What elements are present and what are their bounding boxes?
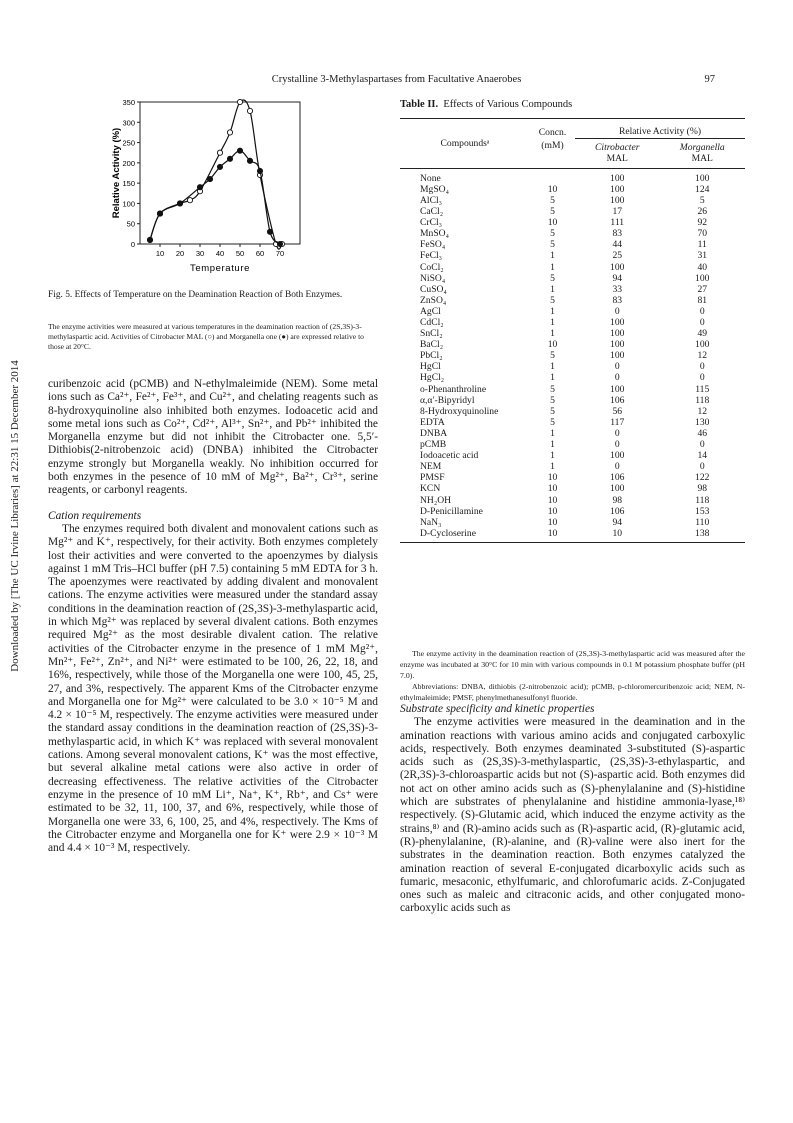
- chart-axes: [140, 102, 300, 244]
- cell-morganella: 26: [697, 206, 708, 218]
- cell-compound: SnCl₂: [420, 328, 443, 340]
- cell-citrobacter: 100: [610, 194, 625, 206]
- table-row: [400, 417, 745, 428]
- effects-table: [400, 118, 745, 543]
- right-column: [400, 703, 745, 916]
- cell-concn: 5: [550, 272, 555, 284]
- filled-point: [197, 185, 202, 190]
- table-title: [400, 99, 572, 110]
- cell-citrobacter: 0: [614, 461, 620, 473]
- filled-point: [157, 211, 162, 216]
- cell-morganella: 12: [697, 350, 708, 362]
- cell-citrobacter: 0: [614, 427, 620, 439]
- cell-concn: 10: [547, 483, 558, 495]
- open-point: [187, 198, 192, 203]
- open-point: [227, 130, 232, 135]
- table-row: [400, 450, 745, 461]
- cell-morganella: 0: [699, 317, 705, 328]
- cell-concn: 10: [547, 217, 558, 229]
- cell-concn: 10: [547, 505, 558, 517]
- cell-citrobacter: 100: [610, 317, 625, 328]
- table-label: Table II.: [400, 99, 439, 110]
- table-row: [400, 317, 745, 328]
- y-tick-label: 200: [122, 158, 135, 168]
- cell-morganella: 0: [699, 361, 705, 373]
- cell-morganella: 0: [699, 439, 705, 451]
- cell-compound: CaCl₂: [420, 206, 444, 218]
- table-row: [400, 495, 745, 506]
- series-line-1: [150, 151, 280, 244]
- cell-citrobacter: 33: [612, 283, 623, 295]
- cell-citrobacter: 100: [610, 339, 625, 351]
- table-row: [400, 372, 745, 383]
- cell-concn: 1: [550, 305, 555, 317]
- cell-morganella: 100: [695, 172, 710, 184]
- cell-compound: o-Phenanthroline: [420, 383, 487, 395]
- cell-concn: 10: [547, 183, 558, 195]
- table-row: [400, 195, 745, 206]
- cell-compound: DNBA: [420, 427, 448, 439]
- col-header-relative-activity: Relative Activity (%): [575, 119, 745, 139]
- table-row: [400, 168, 745, 184]
- section-heading-substrate: Substrate specificity and kinetic properties: [400, 703, 595, 715]
- cell-morganella: 153: [695, 505, 710, 517]
- cell-concn: 10: [547, 527, 558, 539]
- cell-citrobacter: 10: [612, 527, 623, 539]
- cell-compound: None: [420, 172, 441, 184]
- y-tick-label: 100: [122, 199, 135, 209]
- table-row: [400, 306, 745, 317]
- table-row: [400, 239, 745, 250]
- running-title: Crystalline 3-Methylaspartases from Facultative Anaerobes: [271, 74, 522, 85]
- y-tick-label: 0: [130, 240, 135, 249]
- cell-compound: AlCl₃: [420, 194, 443, 206]
- cell-compound: PMSF: [420, 472, 445, 484]
- cell-compound: NEM: [420, 461, 442, 473]
- cell-compound: FeSO₄: [420, 239, 446, 251]
- cell-morganella: 100: [695, 339, 710, 351]
- open-point: [217, 150, 222, 155]
- table-body: [400, 168, 745, 542]
- cell-concn: 5: [550, 194, 555, 206]
- table-row: [400, 439, 745, 450]
- figure-note: The enzyme activities were measured at various temperatures in the deamination reaction of (2S,3S)-3-methylaspartic acid. Activities of Citrobacter MAL (○) and Morganella one (●) are expressed relative to those at 20°C.: [48, 322, 364, 351]
- y-tick-label: 300: [122, 118, 135, 128]
- open-point: [237, 99, 242, 104]
- x-tick-label: 10: [155, 249, 165, 258]
- col-header-citrobacter-mal: MAL: [606, 152, 628, 164]
- cell-citrobacter: 106: [610, 472, 625, 484]
- cell-compound: EDTA: [420, 416, 445, 428]
- cell-morganella: 124: [695, 183, 710, 195]
- cell-citrobacter: 100: [610, 350, 625, 362]
- cell-compound: D-Penicillamine: [420, 505, 483, 517]
- cell-citrobacter: 100: [610, 383, 625, 395]
- cell-concn: 1: [550, 361, 555, 373]
- table-row: [400, 295, 745, 306]
- cell-morganella: 122: [695, 472, 710, 484]
- cell-morganella: 31: [697, 250, 708, 262]
- cell-compound: CoCl₂: [420, 261, 444, 273]
- x-tick-label: 40: [215, 249, 225, 258]
- cell-morganella: 0: [699, 305, 705, 317]
- table-row: [400, 506, 745, 517]
- cell-concn: 5: [550, 383, 555, 395]
- cell-concn: 1: [550, 372, 555, 384]
- cell-concn: 5: [550, 405, 555, 417]
- cell-citrobacter: 83: [612, 228, 623, 240]
- cell-citrobacter: 25: [612, 250, 623, 262]
- cell-morganella: 0: [699, 372, 705, 384]
- cell-compound: BaCl₂: [420, 339, 444, 351]
- plot-frame: [140, 102, 300, 244]
- col-header-compounds: Compoundsᵃ: [440, 137, 490, 149]
- cell-citrobacter: 56: [612, 405, 623, 417]
- y-tick-label: 50: [126, 219, 135, 229]
- table-row: [400, 528, 745, 543]
- cell-concn: 5: [550, 394, 555, 406]
- cell-compound: PbCl₂: [420, 350, 443, 362]
- table-row: [400, 428, 745, 439]
- cell-morganella: 5: [699, 194, 705, 206]
- cell-compound: 8-Hydroxyquinoline: [420, 405, 499, 417]
- cell-morganella: 100: [695, 272, 710, 284]
- cell-morganella: 27: [697, 283, 708, 295]
- cell-concn: 10: [547, 472, 558, 484]
- cell-morganella: 98: [697, 483, 708, 495]
- cell-concn: 1: [550, 328, 555, 340]
- cell-citrobacter: 100: [610, 483, 625, 495]
- cell-citrobacter: 83: [612, 294, 623, 306]
- cell-compound: ZnSO₄: [420, 294, 447, 306]
- cell-concn: 1: [550, 461, 555, 473]
- left-paragraph-1: curibenzoic acid (pCMB) and N-ethylmaleimide (NEM). Some metal ions such as Ca²⁺, Fe²⁺, Fe³⁺, and Cu²⁺, and chelating reagents such as 8-hydroxyquinoline also inhibited both enzymes. Iodoacetic acid and some metal ions such as Co²⁺, Cd²⁺, Al³⁺, Sn²⁺, and Pb²⁺ inhibited the Morganella enzyme but did not inhibit the Citrobacter one. 5,5′-Dithiobis(2-nitrobenzoic acid) (DNBA) inhibited the Citrobacter enzyme strongly but Morganella weakly. No inhibition occurred for both enzymes in the pesence of 10 mM of Mg²⁺, Ba²⁺, Cr³⁺, serine reagents, or carbonyl reagents.: [48, 378, 378, 497]
- right-paragraph-1: The enzyme activities were measured in the deamination and in the amination reactions with various amino acids and conjugated carboxylic acids, respectively. Both enzymes deaminated 3-substituted (S)-aspartic acids such as (2S,3S)-3-methylaspartic, (2S,3S)-3-ethylaspartic, and (2R,3S)-3-chloroaspartic acids but not (S)-aspartic acid. Both enzymes did not act on other amino acids such as (S)-phenylalanine and (S)-histidine which are substrates of phenylalanine and histidine ammonia-lyase,¹⁸⁾ respectively. (S)-Glutamic acid, which induced the enzyme activity as the strains,⁸⁾ and (R)-amino acids such as (R)-aspartic acid, (R)-glutamic acid, (R)-phenylalanine, (R)-alanine, and (R)-valine were also inert for the substrates in the deamination reaction. Both enzymes catalyzed the amination reaction of several E-conjugated dicarboxylic acids such as fumaric, mesaconic, ethylfumaric, and chlorofumaric acids. Z-Conjugated ones such as maleic and citraconic acids, and other conjugated mono-carboxylic acids such as: [400, 716, 745, 915]
- download-watermark: Downloaded by [The UC Irvine Libraries] at 22:31 15 December 2014: [9, 360, 21, 672]
- cell-citrobacter: 94: [612, 516, 623, 528]
- cell-morganella: 115: [695, 383, 710, 395]
- cell-compound: FeCl₃: [420, 250, 443, 262]
- cell-compound: KCN: [420, 483, 441, 495]
- figure-caption-label: Fig. 5.: [48, 290, 73, 300]
- cell-morganella: 118: [695, 494, 710, 506]
- filled-point: [267, 229, 272, 234]
- table-title-text: Effects of Various Compounds: [443, 99, 573, 110]
- table-row: [400, 184, 745, 195]
- table-row: [400, 250, 745, 261]
- cell-citrobacter: 0: [614, 439, 620, 451]
- cell-concn: 1: [550, 283, 555, 295]
- cell-citrobacter: 100: [610, 450, 625, 462]
- cell-citrobacter: 100: [610, 183, 625, 195]
- x-axis-label: Temperature: [190, 263, 250, 274]
- cell-concn: 1: [550, 450, 555, 462]
- cell-concn: 5: [550, 350, 555, 362]
- filled-point: [217, 164, 222, 169]
- cell-concn: [530, 168, 575, 184]
- cell-citrobacter: 94: [612, 272, 623, 284]
- temperature-activity-chart: [108, 96, 338, 286]
- cell-compound: HgCl: [420, 361, 441, 373]
- filled-point: [257, 168, 262, 173]
- cell-concn: 1: [550, 427, 555, 439]
- cell-morganella: 118: [695, 394, 710, 406]
- cell-compound: Iodoacetic acid: [420, 450, 479, 462]
- cell-morganella: 138: [695, 527, 710, 539]
- cell-concn: 1: [550, 261, 555, 273]
- cell-compound: MnSO₄: [420, 228, 449, 240]
- cell-concn: 5: [550, 206, 555, 218]
- col-header-morganella: Morganella: [679, 141, 725, 153]
- table-row: [400, 384, 745, 395]
- table-row: [400, 284, 745, 295]
- x-tick-label: 60: [255, 249, 265, 258]
- cell-compound: AgCl: [420, 305, 441, 317]
- col-header-concn: Concn.: [538, 127, 567, 138]
- table-row: [400, 483, 745, 494]
- cell-concn: 1: [550, 439, 555, 451]
- cell-morganella: 49: [697, 328, 708, 340]
- cell-concn: 5: [550, 228, 555, 240]
- filled-point: [207, 176, 212, 181]
- cell-compound: HgCl₂: [420, 372, 445, 384]
- table-row: [400, 361, 745, 372]
- cell-concn: 10: [547, 516, 558, 528]
- cell-concn: 10: [547, 494, 558, 506]
- table-row: [400, 406, 745, 417]
- cell-compound: α,α′-Bipyridyl: [420, 394, 475, 406]
- filled-point: [277, 241, 282, 246]
- cell-morganella: 40: [697, 261, 708, 273]
- cell-compound: CuSO₄: [420, 283, 447, 295]
- cell-morganella: 130: [695, 416, 710, 428]
- table-row: [400, 217, 745, 228]
- page-number: 97: [704, 74, 715, 85]
- filled-point: [227, 156, 232, 161]
- cell-concn: 5: [550, 294, 555, 306]
- col-header-concn-unit: (mM): [541, 139, 564, 151]
- table-row: [400, 517, 745, 528]
- filled-point: [177, 201, 182, 206]
- left-paragraph-2: The enzymes required both divalent and monovalent cations such as Mg²⁺ and K⁺, respectively, for their activity. Both enzymes completely lost their activities and were converted to the apoenzymes by dialysis against 1 mM Tris–HCl buffer (pH 7.5) containing 5 mM EDTA for 3 h. The apoenzymes were reactivated by adding divalent and monovalent cations. The enzyme activities were measured under the standard assay conditions in the deamination reaction of (2S,3S)-3-methylaspartic acid, in which Mg²⁺ was replaced by several divalent cations. Both enzymes required Mg²⁺ as the most desirable divalent cation. The relative activities of the Citrobacter enzyme in the presence of 1 mM Mg²⁺, Mn²⁺, Fe²⁺, Zn²⁺, and Ni²⁺ were estimated to be 100, 26, 22, 18, and 16%, respectively, while those of the Morganella one were 100, 45, 25, 27, and 3%, respectively. The apparent Kms of the Citrobacter enzyme and Morganella one for Mg²⁺ were calculated to be 3.0 × 10⁻⁵ M and 4.2 × 10⁻⁵ M, respectively. The enzyme activities were measured under the standard assay conditions in the deamination reaction of (2S,3S)-3-methylaspartic acid, in which K⁺ was replaced with several monovalent cations. Among several monovalent cations, K⁺ was the most effective, but several alkaline metal cations were also active in order of decreasing effectiveness. The relative activities of the Citrobacter enzyme in the presence of 10 mM Li⁺, Na⁺, K⁺, Rb⁺, and Cs⁺ were estimated to be 32, 11, 100, 37, and 6%, respectively, while those of Morganella one were 33, 6, 100, 25, and 4%, respectively. The Kms of the Citrobacter enzyme and Morganella one for K⁺ were 2.9 × 10⁻³ M and 4.4 × 10⁻³ M, respectively.: [48, 522, 378, 855]
- table-row: [400, 328, 745, 339]
- x-tick-label: 20: [175, 249, 185, 258]
- cell-compound: CdCl₂: [420, 317, 444, 328]
- cell-morganella: 12: [697, 405, 708, 417]
- y-tick-label: 350: [122, 98, 135, 107]
- cell-morganella: 110: [695, 516, 710, 528]
- cell-citrobacter: 100: [610, 328, 625, 340]
- cell-morganella: 14: [697, 450, 708, 462]
- table-footnotes: [400, 648, 745, 703]
- cell-concn: 5: [550, 239, 555, 251]
- cell-compound: D-Cycloserine: [420, 527, 476, 539]
- table-row: [400, 228, 745, 239]
- cell-compound: pCMB: [420, 439, 447, 451]
- col-header-morganella-mal: MAL: [691, 152, 713, 164]
- figure-caption-text: Effects of Temperature on the Deamination Reaction of Both Enzymes.: [74, 290, 343, 300]
- open-point: [247, 108, 252, 113]
- cell-citrobacter: 100: [610, 261, 625, 273]
- cell-citrobacter: 106: [610, 394, 625, 406]
- table-row: [400, 273, 745, 284]
- table-row: [400, 395, 745, 406]
- figure-caption: [48, 289, 368, 301]
- cell-citrobacter: 0: [614, 305, 620, 317]
- table-row: [400, 461, 745, 472]
- col-header-citrobacter: Citrobacter: [595, 141, 640, 153]
- cell-concn: 10: [547, 339, 558, 351]
- cell-morganella: 70: [697, 228, 708, 240]
- cell-concn: 5: [550, 416, 555, 428]
- cell-citrobacter: 0: [614, 361, 620, 373]
- cell-morganella: 11: [697, 239, 707, 251]
- table-row: [400, 472, 745, 483]
- filled-point: [147, 237, 152, 242]
- left-column: [48, 378, 378, 855]
- cell-compound: MgSO₄: [420, 183, 449, 195]
- table-footnote: The enzyme activity in the deamination reaction of (2S,3S)-3-methylaspartic acid was measured after the enzyme was incubated at 30°C for 10 min with various compounds in 0.1 M potassium phosphate buffer (pH 7.0).: [400, 649, 745, 680]
- x-tick-label: 30: [195, 249, 205, 258]
- chart-series: [147, 99, 284, 249]
- y-axis-label: Relative Activity (%): [111, 127, 122, 219]
- cell-citrobacter: 111: [610, 217, 625, 229]
- table-row: [400, 206, 745, 217]
- cell-compound: NiSO₄: [420, 272, 446, 284]
- cell-citrobacter: 44: [612, 239, 623, 251]
- cell-citrobacter: 17: [612, 206, 623, 218]
- filled-point: [237, 148, 242, 153]
- y-tick-label: 150: [122, 179, 135, 189]
- y-tick-label: 250: [122, 138, 135, 148]
- cell-compound: NH₂OH: [420, 494, 452, 506]
- cell-compound: CrCl₃: [420, 217, 443, 229]
- table-row: [400, 350, 745, 361]
- cell-citrobacter: 117: [610, 416, 625, 428]
- cell-morganella: 92: [697, 217, 708, 229]
- cell-citrobacter: 106: [610, 505, 625, 517]
- cell-morganella: 0: [699, 461, 705, 473]
- x-tick-label: 50: [235, 249, 245, 258]
- cell-citrobacter: 98: [612, 494, 623, 506]
- cell-morganella: 81: [697, 294, 708, 306]
- cell-citrobacter: 100: [610, 172, 625, 184]
- cell-concn: 1: [550, 317, 555, 328]
- section-heading-cation: Cation requirements: [48, 509, 142, 522]
- cell-citrobacter: 0: [614, 372, 620, 384]
- table-row: [400, 339, 745, 350]
- cell-morganella: 46: [697, 427, 708, 439]
- filled-point: [247, 158, 252, 163]
- table-abbreviations: Abbreviations: DNBA, dithiobis (2-nitrobenzoic acid); pCMB, p-chloromercuribenzoic acid; NEM, N-ethylmaleimide; PMSF, phenylmethanesulfonyl fluoride.: [400, 682, 745, 702]
- cell-concn: 1: [550, 250, 555, 262]
- x-tick-label: 70: [275, 249, 285, 258]
- cell-compound: NaN₃: [420, 516, 442, 528]
- table-row: [400, 262, 745, 273]
